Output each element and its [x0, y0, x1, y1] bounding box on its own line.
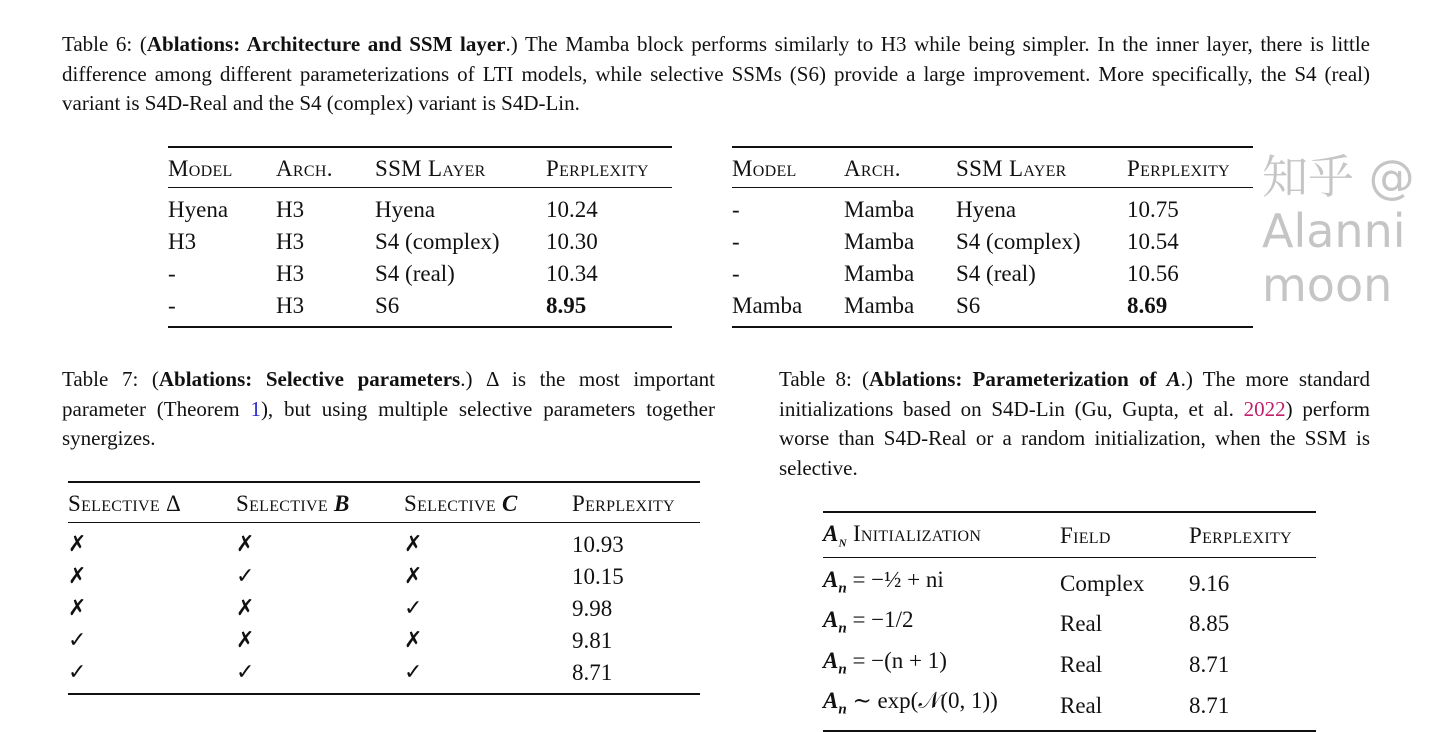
- mark-icon: ✓: [68, 660, 87, 685]
- cell: 10.30: [546, 229, 598, 254]
- mark-icon: ✓: [236, 660, 255, 685]
- table-row: [732, 258, 1253, 290]
- table8: [823, 511, 1316, 732]
- mark-icon: ✗: [404, 628, 423, 653]
- table-row: [168, 290, 672, 327]
- theorem-link[interactable]: 1: [250, 396, 261, 421]
- init-cell: $A_n$ ∼ exp(𝒩(0, 1)): [823, 688, 998, 718]
- cell: Hyena: [168, 197, 229, 222]
- col-header: Selective Δ: [68, 491, 182, 516]
- cell-best: 8.95: [546, 293, 587, 318]
- table-row: [732, 290, 1253, 327]
- col-header: Perplexity: [1189, 523, 1292, 549]
- header-sub: n: [838, 534, 847, 551]
- table-row: [823, 645, 1316, 686]
- cell: Real: [1060, 611, 1103, 637]
- col-header: Perplexity: [546, 156, 649, 181]
- mark-icon: ✗: [68, 596, 87, 621]
- table-row: [68, 625, 700, 657]
- caption-text: ), but using multiple selective parameters together synergizes.: [62, 396, 715, 450]
- caption-text: .) The more standard initializations based on S4D-Lin (Gu, Gupta, et al.: [779, 367, 1370, 421]
- cell: 8.85: [1189, 611, 1230, 637]
- cell: 10.54: [1127, 229, 1179, 254]
- cell: 9.98: [572, 596, 613, 621]
- mark-icon: ✓: [68, 628, 87, 653]
- table-row: [168, 188, 672, 227]
- watermark: 知乎 @Alannimoon: [1262, 150, 1415, 312]
- caption-title: Ablations: Architecture and SSM layer: [146, 32, 506, 56]
- cell: 8.71: [572, 660, 613, 685]
- caption-label: Table 8: (: [779, 367, 870, 391]
- cell: S4 (real): [375, 261, 455, 286]
- col-header: [236, 482, 404, 523]
- mark-icon: ✗: [236, 596, 255, 621]
- cell: Mamba: [732, 293, 803, 318]
- cell-best: 8.69: [1127, 293, 1168, 318]
- cell: Hyena: [375, 197, 436, 222]
- caption-text: .) Δ is the most important parameter (Theorem: [62, 367, 715, 421]
- mark-icon: ✗: [236, 628, 255, 653]
- mark-icon: ✗: [404, 564, 423, 589]
- mark-icon: ✗: [68, 532, 87, 557]
- table7: [68, 481, 700, 695]
- caption-text: ) perform worse than S4D-Real or a random initialization, when the SSM is selective.: [779, 396, 1370, 480]
- mark-icon: ✗: [404, 532, 423, 557]
- table6-right: [732, 146, 1253, 328]
- cell: S4 (real): [956, 261, 1036, 286]
- table-row: [68, 523, 700, 562]
- col-header: Arch.: [844, 156, 901, 181]
- cell: H3: [168, 229, 197, 254]
- table-row: [68, 561, 700, 593]
- table-row: [732, 188, 1253, 227]
- cell: -: [732, 229, 740, 254]
- header-var: A: [823, 521, 839, 546]
- cell: 10.75: [1127, 197, 1179, 222]
- cell: S6: [375, 293, 400, 318]
- init-formula: = −(n + 1): [852, 647, 947, 673]
- caption-title: Ablations: Selective parameters: [158, 367, 461, 391]
- cell: -: [732, 197, 740, 222]
- header-text: Selective: [236, 491, 334, 516]
- cell: S6: [956, 293, 981, 318]
- header-text: Selective: [404, 491, 502, 516]
- cell: 9.81: [572, 628, 613, 653]
- cell: H3: [276, 293, 305, 318]
- col-header: Perplexity: [572, 491, 675, 516]
- col-header: Model: [168, 156, 233, 181]
- mark-icon: ✓: [404, 660, 423, 685]
- table-row: [68, 593, 700, 625]
- mark-icon: ✓: [404, 596, 423, 621]
- cell: Hyena: [956, 197, 1017, 222]
- header-var: C: [501, 491, 518, 516]
- caption-text: .) The Mamba block performs similarly to H3 while being simpler. In the inner layer, there is little difference among different parameterizations of LTI models, while selective SSMs (S6) provide a large improvement. More specifically, the S4 (real) variant is S4D-Real and the S4 (complex) variant is S4D-Lin.: [62, 32, 1371, 115]
- mark-icon: ✗: [236, 532, 255, 557]
- mark-icon: ✓: [236, 564, 255, 589]
- cell: -: [168, 293, 176, 318]
- table-row: [823, 557, 1316, 604]
- cell: Real: [1060, 652, 1103, 678]
- header-var: B: [333, 491, 350, 516]
- table-row: [732, 226, 1253, 258]
- cell: 10.24: [546, 197, 598, 222]
- cell: 9.16: [1189, 570, 1230, 596]
- table8-caption: [779, 365, 1370, 483]
- cell: 8.71: [1189, 692, 1230, 718]
- table6-left: [168, 146, 672, 328]
- cell: 10.15: [572, 564, 624, 589]
- cell: H3: [276, 197, 305, 222]
- col-header: Field: [1060, 523, 1111, 549]
- cell: Mamba: [844, 293, 915, 318]
- cell: 10.56: [1127, 261, 1179, 286]
- cell: 8.71: [1189, 652, 1230, 678]
- table-row: [168, 258, 672, 290]
- cell: S4 (complex): [956, 229, 1081, 254]
- col-header: Perplexity: [1127, 156, 1230, 181]
- cell: H3: [276, 261, 305, 286]
- cell: S4 (complex): [375, 229, 500, 254]
- caption-title: Ablations: Parameterization of: [869, 367, 1167, 391]
- caption-var: A: [1166, 367, 1181, 391]
- table7-caption: [62, 365, 715, 454]
- init-formula: ∼ exp(𝒩(0, 1)): [852, 688, 998, 714]
- col-header: SSM Layer: [956, 156, 1067, 181]
- cell: Real: [1060, 692, 1103, 718]
- cell: Mamba: [844, 261, 915, 286]
- header-text: Initialization: [852, 521, 982, 546]
- col-header: Arch.: [276, 156, 333, 181]
- init-cell: $A_n = -(n + 1)$: [823, 647, 947, 678]
- cell: -: [732, 261, 740, 286]
- cell: Complex: [1060, 570, 1145, 596]
- init-formula: = −½ + ni: [852, 566, 944, 592]
- cell: Mamba: [844, 197, 915, 222]
- col-header: [404, 482, 572, 523]
- col-header: SSM Layer: [375, 156, 486, 181]
- table-row: [68, 657, 700, 694]
- cell: Mamba: [844, 229, 915, 254]
- cell: 10.93: [572, 532, 624, 557]
- table-row: [168, 226, 672, 258]
- table6-caption: [62, 30, 1370, 119]
- cell: 10.34: [546, 261, 598, 286]
- caption-label: Table 6: (: [62, 32, 147, 56]
- init-formula: = −1/2: [852, 607, 914, 633]
- init-cell: $A_n = -1/2$: [823, 607, 914, 637]
- table-row: [823, 604, 1316, 645]
- cell: H3: [276, 229, 305, 254]
- col-header: Model: [732, 156, 797, 181]
- table-row: [823, 685, 1316, 731]
- cell: -: [168, 261, 176, 286]
- mark-icon: ✗: [68, 564, 87, 589]
- col-header: [823, 512, 1060, 557]
- citation-link[interactable]: 2022: [1243, 396, 1286, 421]
- init-cell: $A_n$ = −½ + ni: [823, 566, 944, 597]
- caption-label: Table 7: (: [62, 367, 159, 391]
